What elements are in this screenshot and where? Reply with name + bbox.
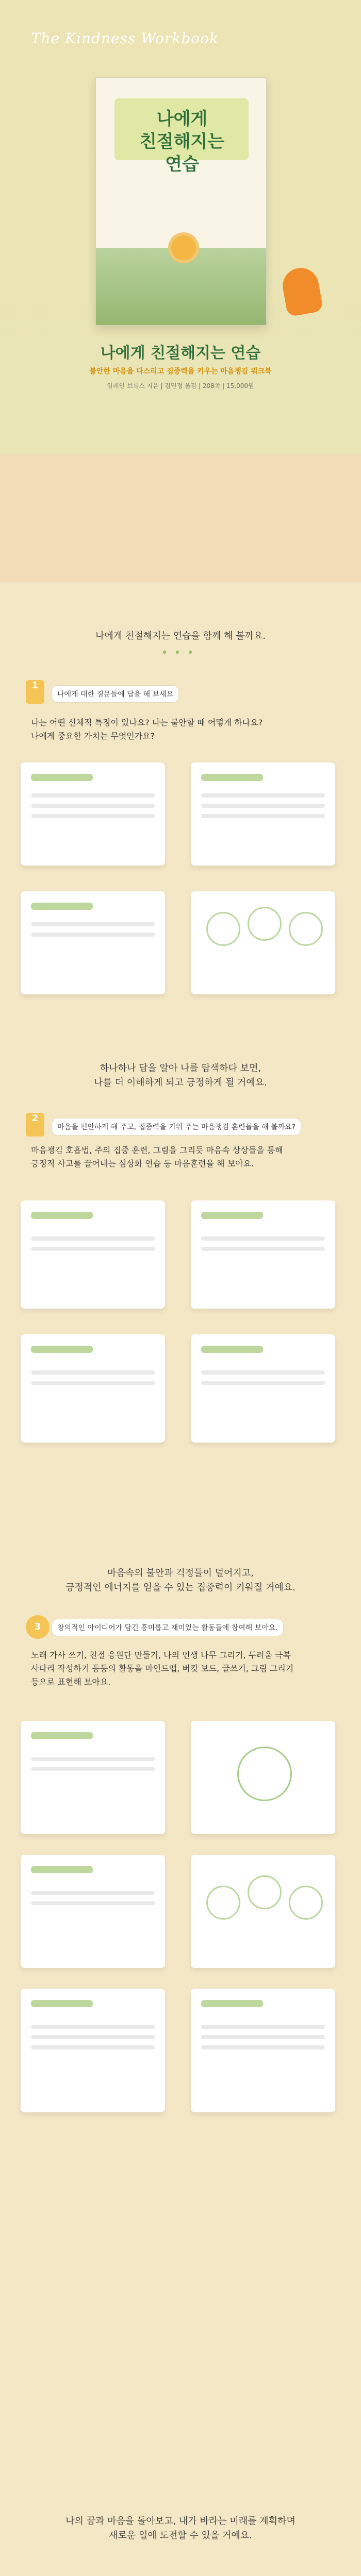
workbook-page-card xyxy=(21,1721,165,1834)
workbook-page-card xyxy=(191,1989,335,2112)
hero-title: 나에게 친절해지는 연습 xyxy=(100,344,261,362)
step-3-cards xyxy=(0,1721,361,2483)
workbook-page-card xyxy=(21,1855,165,1968)
step-1-text: 나는 어떤 신체적 특징이 있나요? 나는 불안할 때 어떻게 하나요? 나에게 중요한 가치는 무엇인가요? xyxy=(31,718,263,741)
hero-subtitle-prefix: 불안한 마음을 다스리고 집중력을 키우는 xyxy=(89,367,218,376)
cat-icon xyxy=(280,265,324,317)
step-2-text: 마음챙김 호흡법, 주의 집중 훈련, 그림을 그리듯 마음속 상상들을 통해 긍정적 사고를 끌어내는 심상화 연습 등 마음훈련을 해 보아요. xyxy=(31,1145,283,1168)
workbook-page-card xyxy=(191,891,335,994)
workbook-page-card xyxy=(21,891,165,994)
step-1-chip: 1 xyxy=(26,680,44,704)
workbook-page-card xyxy=(191,762,335,866)
book-title: 나에게 친절해지는 연습 xyxy=(139,109,225,175)
book-cover xyxy=(95,77,267,326)
hero-info: 일레인 브룩스 지음 | 김민정 옮김 | 208쪽 | 15,000원 xyxy=(107,382,254,389)
step-3-after: 나의 꿈과 마음을 돌아보고, 내가 바라는 미래를 계획하며 새로운 일에 도전할 수 있을 거예요. xyxy=(65,2516,296,2541)
workbook-page-card xyxy=(191,1200,335,1309)
intro-text: 나에게 친절해지는 연습을 함께 해 볼까요. xyxy=(95,631,266,641)
hero xyxy=(0,0,361,582)
hero-subtitle xyxy=(0,366,361,376)
bicycle-rider-icon xyxy=(168,232,199,263)
workbook-page-card xyxy=(191,1721,335,1834)
step-3-text: 노래 가사 쓰기, 친절 응원단 만들기, 나의 인생 나무 그리기, 두려움 극복 사다리 작성하기 등등의 활동을 마인드맵, 버킷 보드, 글쓰기, 그림 그리기 등으로 표현해 보아요. xyxy=(31,1650,294,1687)
step-3-badge: 3 xyxy=(26,1615,50,1639)
step-3-title: 창의적인 아이디어가 담긴 흥미롭고 재미있는 활동들에 참여해 보아요. xyxy=(52,1619,284,1636)
step-1-title: 나에게 대한 질문들에 답을 해 보세요 xyxy=(52,685,179,703)
step-1-after: 하나하나 답을 알아 나를 탐색하다 보면, 나를 더 이해하게 되고 긍정하게 될 거예요. xyxy=(94,1063,267,1088)
step-1-cards xyxy=(0,762,361,1051)
divider-dots: ••• xyxy=(161,647,200,659)
workbook-page-card xyxy=(191,1855,335,1968)
workbook-page-card xyxy=(21,1334,165,1443)
step-2-chip: 2 xyxy=(26,1113,44,1137)
hero-subtitle-highlight: 마음챙김 워크북 xyxy=(220,367,272,376)
hero-top-label: The Kindness Workbook xyxy=(31,30,219,47)
workbook-page-card xyxy=(21,762,165,866)
step-2-cards xyxy=(0,1200,361,1551)
workbook-page-card xyxy=(21,1200,165,1309)
workbook-page-card xyxy=(191,1334,335,1443)
step-2-title: 마음을 편안하게 해 주고, 집중력을 키워 주는 마음챙김 훈련들을 해 볼까요? xyxy=(52,1118,301,1136)
workbook-page-card xyxy=(21,1989,165,2112)
step-2-after: 마음속의 불안과 걱정들이 덜어지고, 긍정적인 에너지를 얻을 수 있는 집중력이 키워질 거예요. xyxy=(65,1568,296,1593)
